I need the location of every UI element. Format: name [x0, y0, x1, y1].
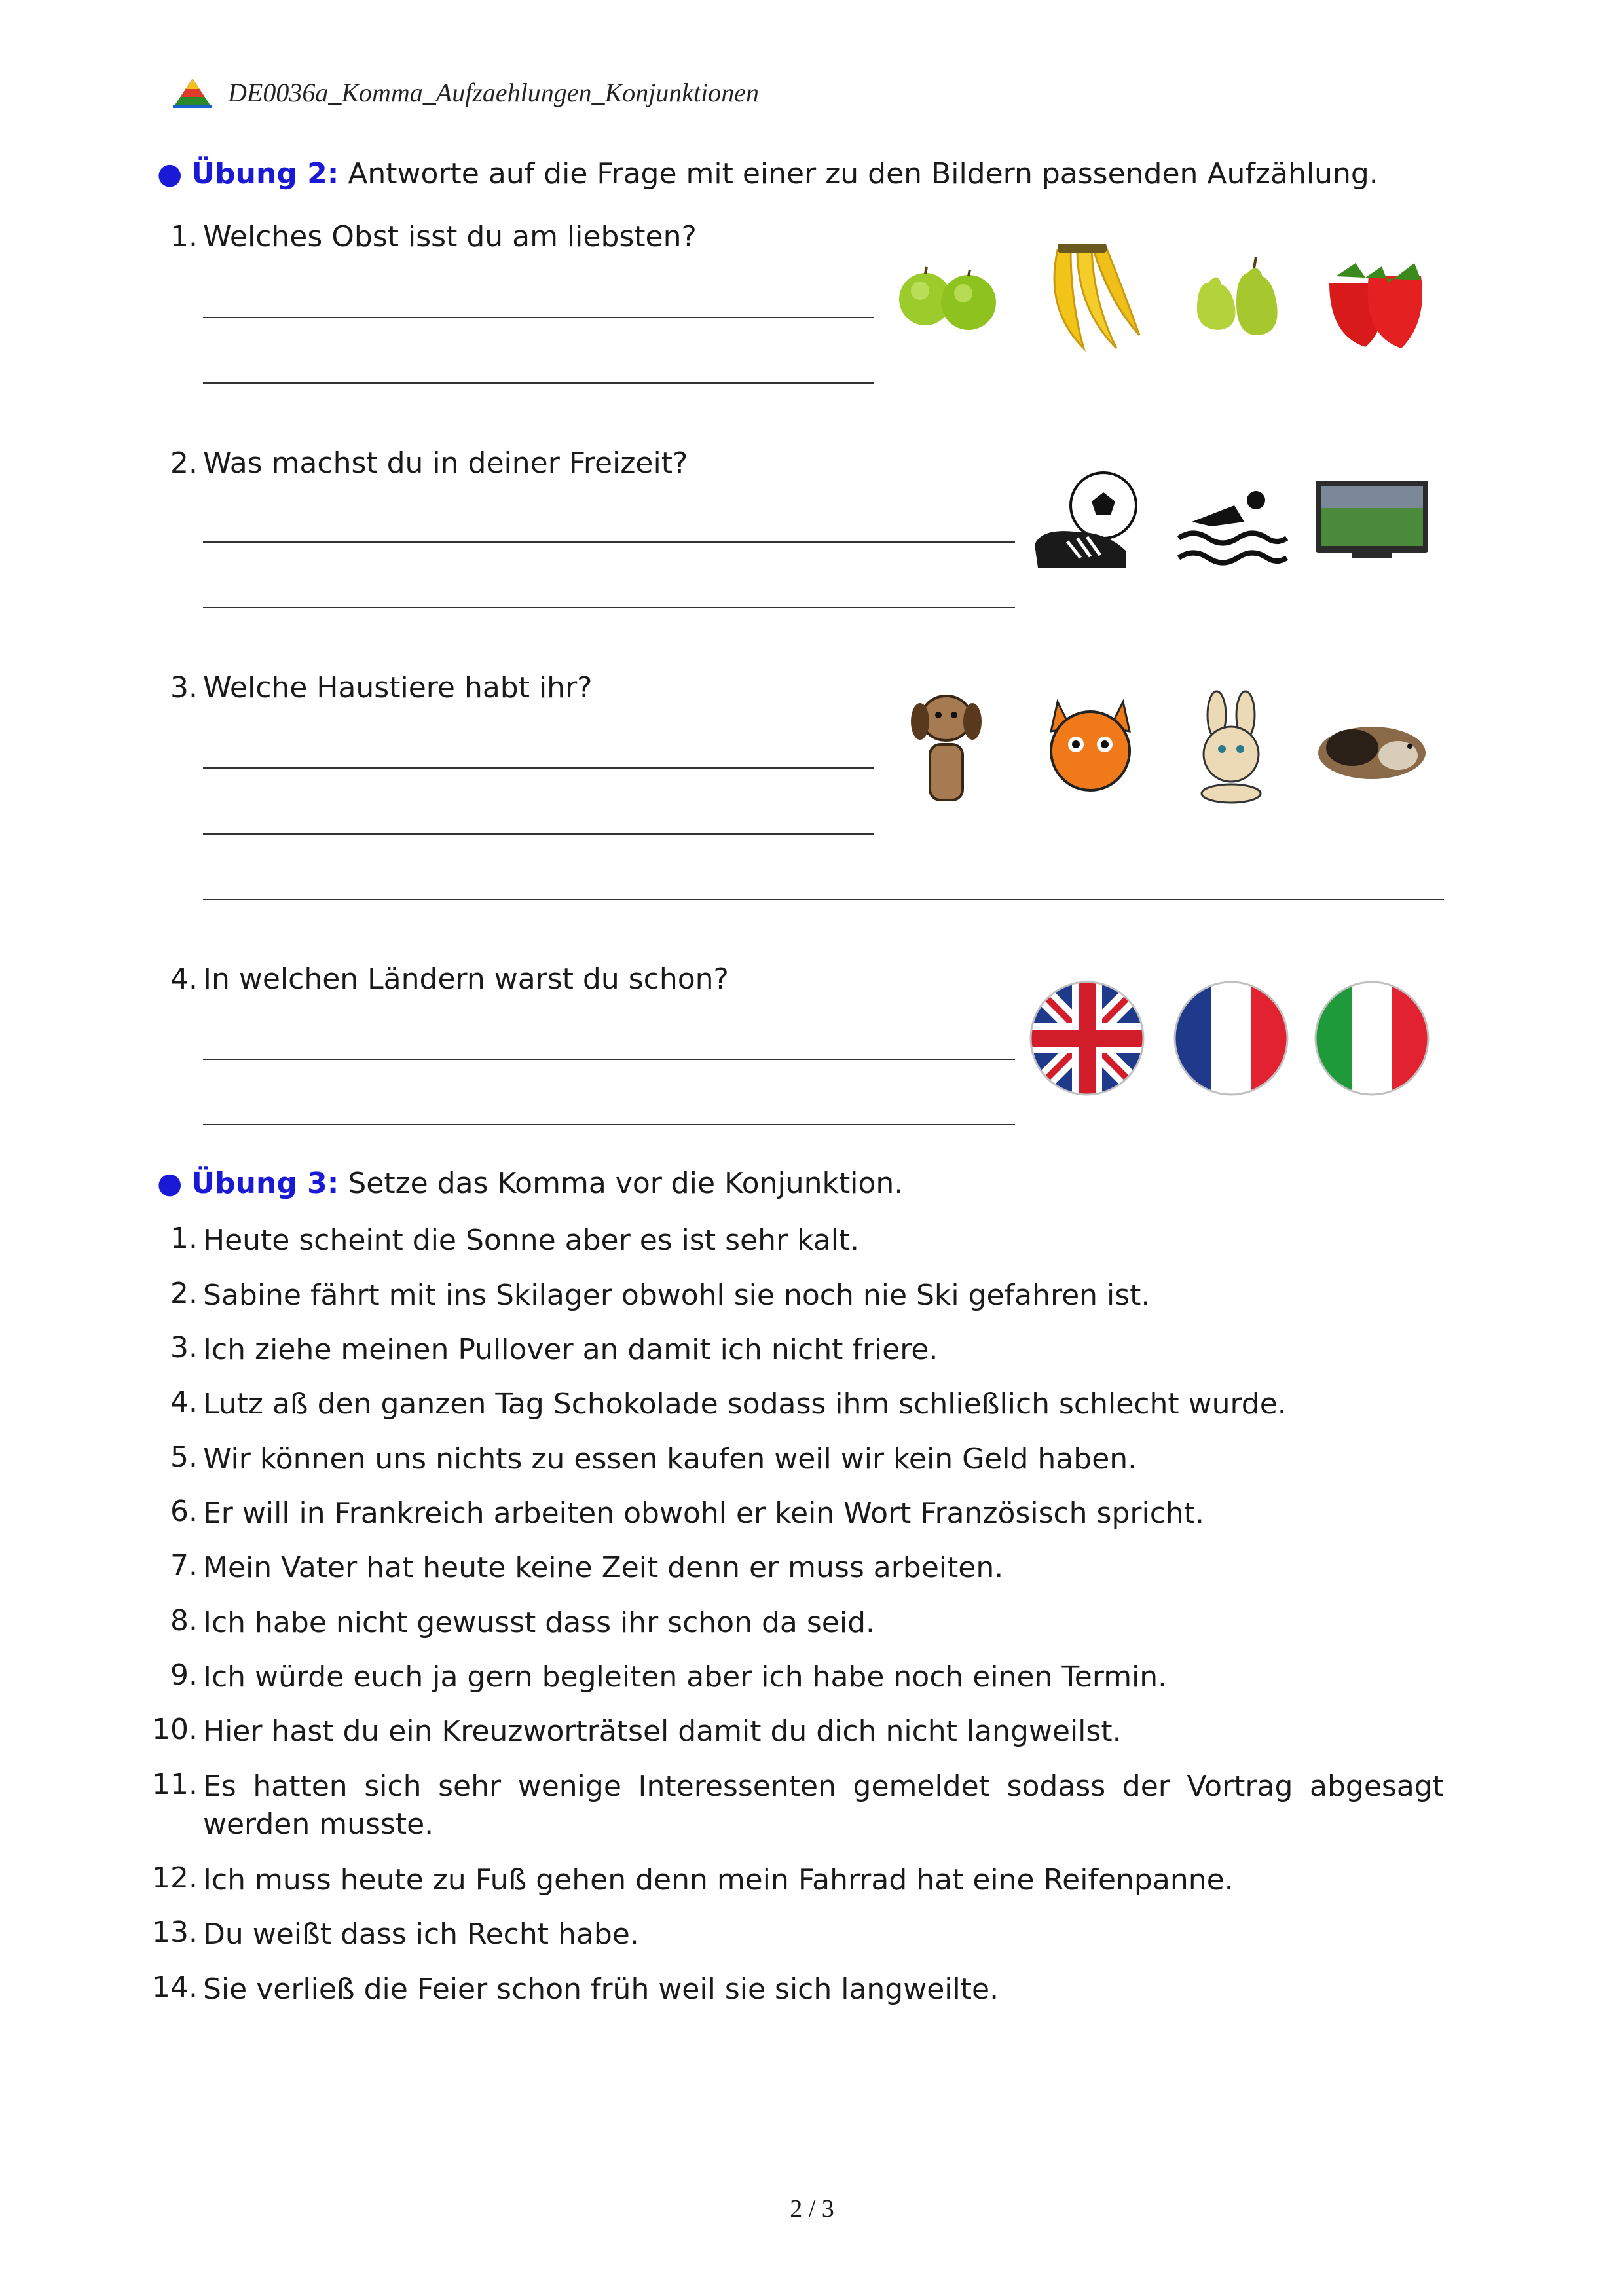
answer-line[interactable]	[203, 607, 1015, 608]
question-text: In welchen Ländern warst du schon?	[203, 962, 729, 996]
football-image	[1028, 466, 1146, 584]
sentence-text: Lutz aß den ganzen Tag Schokolade sodass ihm schließlich schlecht wurde.	[203, 1387, 1287, 1421]
sentence-text: Sabine fährt mit ins Skilager obwohl sie noch nie Ski gefahren ist.	[203, 1279, 1151, 1312]
answer-line[interactable]	[203, 767, 874, 769]
document-title: DE0036a_Komma_Aufzaehlungen_Konjunktionen	[228, 78, 760, 107]
question-text: Welche Haustiere habt ihr?	[203, 671, 593, 704]
guinea-pig-image	[1313, 715, 1431, 787]
sentence-number: 9.	[170, 1658, 198, 1692]
sentence-number: 4.	[170, 1385, 198, 1419]
question-number: 4.	[170, 962, 198, 996]
question-number: 1.	[170, 220, 198, 253]
sentence-number: 3.	[170, 1331, 198, 1364]
answer-line[interactable]	[203, 833, 874, 835]
sentence-number: 11.	[152, 1768, 198, 1801]
sentence-text: Hier hast du ein Kreuzworträtsel damit du dich nicht langweilst.	[203, 1715, 1122, 1748]
answer-line[interactable]	[203, 899, 1444, 900]
sentence-number: 10.	[152, 1713, 198, 1746]
sentence-number: 13.	[152, 1916, 198, 1949]
question-text: Was machst du in deiner Freizeit?	[203, 446, 688, 480]
sentence-text: Ich würde euch ja gern begleiten aber ich habe noch einen Termin.	[203, 1660, 1168, 1694]
question-number: 3.	[170, 671, 198, 704]
exercise-3-instruction: Setze das Komma vor die Konjunktion.	[348, 1167, 904, 1200]
sentence-number: 1.	[170, 1222, 198, 1255]
sentence-number: 6.	[170, 1495, 198, 1528]
sentence-text: Ich habe nicht gewusst dass ihr schon da seid.	[203, 1606, 875, 1639]
swimming-image	[1172, 466, 1290, 584]
exercise-3-label: Übung 3:	[191, 1167, 339, 1200]
header-logo-icon	[172, 77, 213, 109]
sentence-text: Ich muss heute zu Fuß gehen denn mein Fahrrad hat eine Reifenpanne.	[203, 1863, 1234, 1897]
sentence-text: Du weißt dass ich Recht habe.	[203, 1918, 639, 1951]
question-number: 2.	[170, 446, 198, 480]
sentence-number: 8.	[170, 1604, 198, 1637]
sentence-text: Wir können uns nichts zu essen kaufen weil wir kein Geld haben.	[203, 1442, 1137, 1476]
pears-image	[1172, 237, 1290, 355]
television-image	[1313, 466, 1431, 584]
sentence-text: Heute scheint die Sonne aber es ist sehr kalt.	[203, 1224, 860, 1257]
exercise-2-label: Übung 2:	[191, 157, 339, 191]
exercise-2-instruction: Antworte auf die Frage mit einer zu den Bildern passenden Aufzählung.	[348, 157, 1378, 191]
apples-image	[887, 237, 1005, 355]
bullet-icon: ●	[157, 157, 183, 191]
cat-image	[1031, 689, 1149, 807]
sentence-text: Ich ziehe meinen Pullover an damit ich nicht friere.	[203, 1333, 938, 1366]
italy-flag-image	[1313, 979, 1431, 1097]
exercise-2-heading	[157, 157, 1378, 191]
answer-line[interactable]	[203, 1124, 1015, 1125]
uk-flag-image	[1028, 979, 1146, 1097]
sentence-text: Es hatten sich sehr wenige Interessenten gemeldet sodass der Vortrag abgesagt werden musste.	[203, 1770, 1444, 1841]
sentence-number: 14.	[152, 1971, 198, 2004]
exercise-3-heading	[157, 1167, 903, 1200]
sentence-number: 7.	[170, 1549, 198, 1582]
strawberries-image	[1316, 237, 1434, 355]
sentence-text: Er will in Frankreich arbeiten obwohl er kein Wort Französisch spricht.	[203, 1497, 1205, 1530]
sentence-number: 12.	[152, 1861, 198, 1895]
sentence-number: 5.	[170, 1440, 198, 1474]
sentence-text: Sie verließ die Feier schon früh weil sie sich langweilte.	[203, 1973, 999, 2006]
bananas-image	[1031, 237, 1149, 355]
dog-image	[887, 689, 1005, 807]
bullet-icon: ●	[157, 1167, 183, 1200]
france-flag-image	[1172, 979, 1290, 1097]
sentence-number: 2.	[170, 1277, 198, 1310]
sentence-text: Mein Vater hat heute keine Zeit denn er muss arbeiten.	[203, 1551, 1004, 1584]
answer-line[interactable]	[203, 1059, 1015, 1060]
answer-line[interactable]	[203, 317, 874, 318]
rabbit-image	[1172, 689, 1290, 807]
answer-line[interactable]	[203, 382, 874, 384]
question-text: Welches Obst isst du am liebsten?	[203, 220, 697, 253]
answer-line[interactable]	[203, 541, 1015, 543]
page-number: 2 / 3	[790, 2195, 834, 2223]
